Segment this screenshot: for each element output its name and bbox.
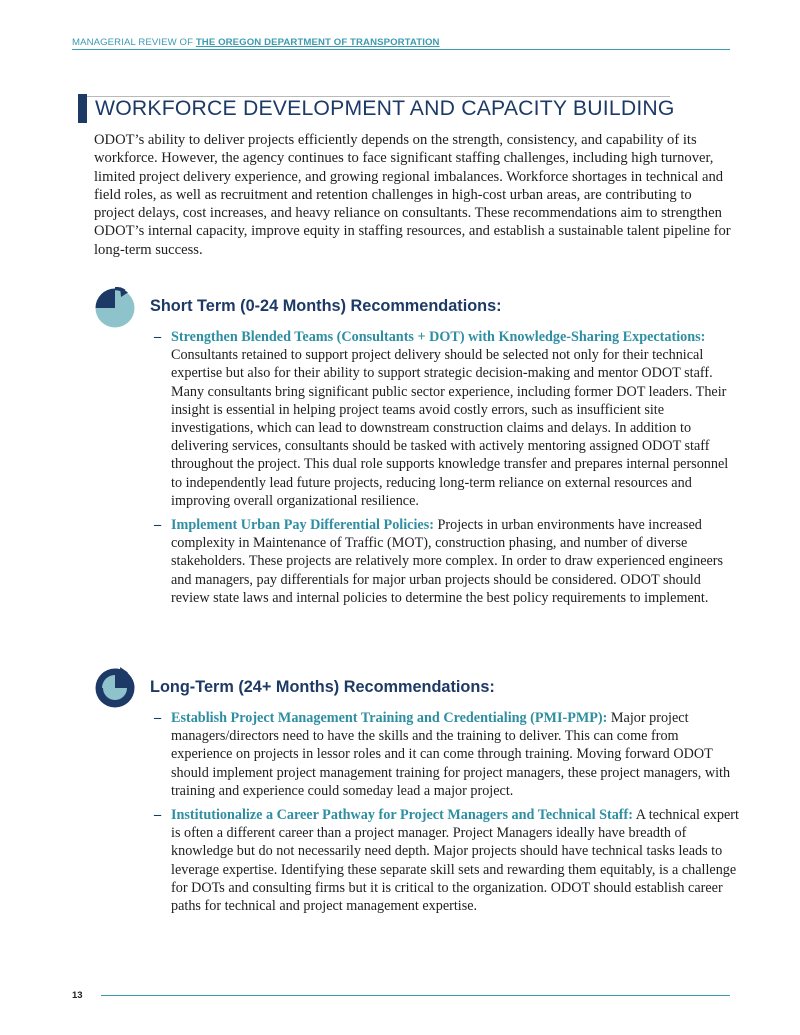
list-item <box>154 516 740 607</box>
circular-arrow-icon <box>94 287 136 329</box>
item-lead: Institutionalize a Career Pathway for Project Managers and Technical Staff: <box>171 807 633 824</box>
page-number: 13 <box>72 990 83 1001</box>
list-item <box>154 806 740 915</box>
short-term-list <box>154 328 740 607</box>
footer-rule <box>101 995 730 996</box>
list-item <box>154 709 740 800</box>
item-lead: Implement Urban Pay Differential Policies: <box>171 517 434 534</box>
dash-bullet: – <box>154 710 162 726</box>
dash-bullet: – <box>154 517 162 534</box>
item-body: Major project managers/directors need to have the skills and the training to deliver. This can come from experience on projects in lessor roles and it can come through training. Moving forward ODOT should implement project management training for project managers, these project managers, with training and experience could someday lead a major project. <box>171 710 731 799</box>
section-title-block <box>78 96 675 123</box>
intro-paragraph: ODOT’s ability to deliver projects efficiently depends on the strength, consistency, and capability of its workforce. However, the agency continues to face significant staffing challenges, including high turnover, limited project delivery experience, and growing regional imbalances. Workforce shortages in technical and field roles, as well as recruitment and retention challenges in high-cost urban areas, are contributing to project delays, cost increases, and heavy reliance on consultants. These recommendations aim to strengthen ODOT’s internal capacity, improve equity in staffing resources, and establish a sustainable talent pipeline for long-term success. <box>94 132 731 258</box>
short-term-heading: Short Term (0-24 Months) Recommendations: <box>150 297 502 315</box>
item-body: Consultants retained to support project delivery should be selected not only for their technical expertise but also for their ability to support strategic decision-making and mentor ODOT staff. Many consultants bring significant public sector experience, including former DOT leaders. Their insight is essential in helping project teams avoid costly errors, such as insufficient site investigations, which can lead to downstream construction claims and delays. In addition to delivering services, consultants should be tasked with actively mentoring assigned ODOT staff throughout the project. This dual role supports knowledge transfer and prepares internal personnel to independently lead future projects, reducing long-term reliance on external resources and improving overall organizational resilience. <box>171 347 729 509</box>
long-term-list <box>154 709 740 915</box>
header-emphasis: THE OREGON DEPARTMENT OF TRANSPORTATION <box>195 37 440 48</box>
section-title: WORKFORCE DEVELOPMENT AND CAPACITY BUILDING <box>95 97 675 120</box>
dash-bullet: – <box>154 329 162 345</box>
item-body: Projects in urban environments have increased complexity in Maintenance of Traffic (MOT), construction phasing, and number of diverse stakeholders. These projects are relatively more complex. In order to draw experienced engineers and managers, pay differentials for major urban projects should be considered. ODOT should review state laws and internal policies to determine the best policy requirements to implement. <box>171 517 724 606</box>
header-prefix: MANAGERIAL REVIEW OF <box>72 37 196 48</box>
item-body: A technical expert is often a different career than a project manager. Project Managers ideally have breadth of knowledge but do not necessarily need depth. Major projects should have technical tasks leads to leverage expertise. Identifying these separate skill sets and rewarding them equitably, is a challenge for DOTs and consulting firms but it is critical to the organization. ODOT should establish career paths for technical and project management expertise. <box>171 807 739 915</box>
title-accent-bar <box>78 94 87 123</box>
list-item <box>154 328 740 510</box>
item-lead: Strengthen Blended Teams (Consultants + DOT) with Knowledge-Sharing Expectations: <box>171 329 706 345</box>
circular-arrow-icon <box>94 667 136 709</box>
item-lead: Establish Project Management Training and Credentialing (PMI-PMP): <box>171 710 608 726</box>
dash-bullet: – <box>154 807 162 824</box>
long-term-heading: Long-Term (24+ Months) Recommendations: <box>150 678 495 696</box>
running-header <box>72 37 730 50</box>
